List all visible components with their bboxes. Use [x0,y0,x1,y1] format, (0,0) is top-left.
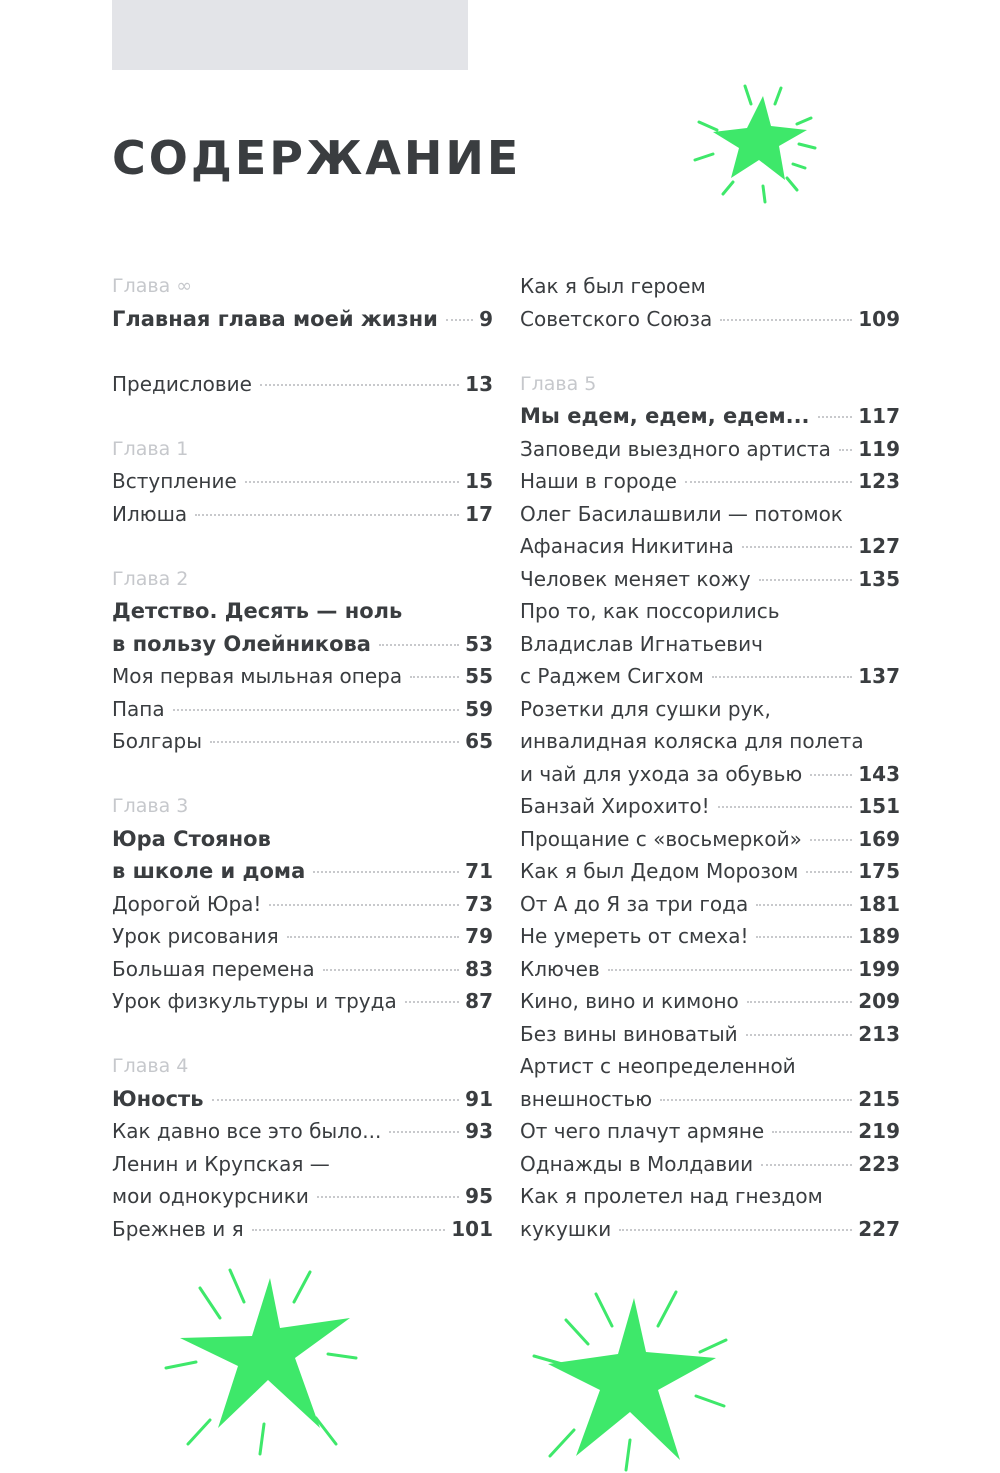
toc-entry-line [112,985,493,1018]
toc-entry[interactable] [520,465,900,498]
toc-entry-line [520,888,900,921]
toc-entry[interactable] [520,1018,900,1051]
dot-leader [747,1001,853,1003]
toc-entry-line [112,628,493,661]
toc-entry-line [520,758,900,791]
toc-entry-title: Советского Союза [520,306,713,331]
page-number: 135 [858,566,900,591]
dot-leader [245,481,459,483]
section-gap [112,335,493,368]
toc-entry-title: Без вины виноватый [520,1021,738,1046]
toc-entry-title: Юра Стоянов [112,826,271,851]
page-number: 227 [858,1216,900,1241]
dot-leader [712,676,852,678]
toc-entry[interactable] [112,888,493,921]
dot-leader [173,709,460,711]
chapter-label: Глава 2 [112,567,189,590]
dot-leader [772,1131,852,1133]
dot-leader [756,936,852,938]
section-gap [112,400,493,433]
toc-entry-title: Как давно все это было... [112,1119,382,1143]
page-number: 151 [858,794,900,818]
page-number: 55 [465,664,493,688]
page-number: 17 [465,501,493,526]
page-number: 189 [858,924,900,948]
star-burst-icon [160,1258,360,1458]
dot-leader [742,546,852,548]
section-gap [112,530,493,563]
toc-entry-title: От чего плачут армяне [520,1119,765,1143]
dot-leader [287,936,460,938]
toc-entry[interactable] [520,920,900,953]
toc-entry[interactable] [520,855,900,888]
toc-entry-line [112,498,493,531]
toc-entry[interactable] [520,693,900,791]
toc-entry[interactable] [112,1213,493,1246]
toc-entry-title: Юность [112,1086,204,1111]
section-gap [112,758,493,791]
toc-entry[interactable] [520,823,900,856]
toc-entry[interactable] [112,498,493,531]
toc-entry-line [520,1050,900,1083]
page-number: 91 [465,1086,493,1111]
toc-entry[interactable] [112,920,493,953]
dot-leader [195,514,459,516]
toc-entry[interactable] [520,790,900,823]
toc-entry-title: Как я был героем [520,274,706,298]
page-number: 209 [858,989,900,1013]
toc-entry-line [112,1115,493,1148]
toc-entry-line [520,855,900,888]
dot-leader [210,741,459,743]
toc-entry-title: Прощание с «восьмеркой» [520,826,802,851]
dot-leader [718,806,853,808]
toc-entry[interactable] [520,433,900,466]
dot-leader [410,676,459,678]
toc-entry-title: Мы едем, едем, едем... [520,404,810,428]
toc-entry-title: Афанасия Никитина [520,534,734,558]
toc-entry[interactable] [112,465,493,498]
toc-entry-line [112,1083,493,1116]
dot-leader [389,1131,459,1133]
toc-entry-line [520,953,900,986]
toc-entry-line [520,595,900,628]
page-number: 119 [858,436,900,461]
toc-entry-title: внешностью [520,1086,653,1111]
toc-entry-title: От А до Я за три года [520,891,749,916]
toc-entry-title: Ключев [520,956,600,981]
dot-leader [313,871,459,873]
toc-entry-line [520,660,900,693]
page-number: 223 [858,1151,900,1176]
dot-leader [756,904,852,906]
toc-entry[interactable] [520,1148,900,1181]
dot-leader [212,1099,460,1101]
dot-leader [405,1001,459,1003]
toc-entry-line [520,465,900,498]
dot-leader [806,871,852,873]
toc-entry-line [112,368,493,401]
dot-leader [685,481,852,483]
section-gap [112,1018,493,1051]
toc-entry-title: инвалидная коляска для полета [520,729,864,753]
page-number: 73 [465,891,493,916]
page-number: 169 [858,826,900,851]
toc-entry-line [520,823,900,856]
toc-entry-title: и чай для ухода за обувью [520,761,803,786]
toc-entry-title: Человек меняет кожу [520,566,751,591]
toc-entry-title: Наши в городе [520,469,677,493]
toc-entry-title: Ленин и Крупская — [112,1151,330,1176]
page-number: 181 [858,891,900,916]
toc-entry-title: кукушки [520,1216,612,1241]
star-burst-icon [685,78,825,208]
toc-entry-title: мои однокурсники [112,1184,309,1208]
toc-entry-line [520,563,900,596]
page-number: 9 [479,306,493,331]
page-number: 137 [858,664,900,688]
toc-entry-line [520,1115,900,1148]
toc-entry-line [520,303,900,336]
toc-entry-line [112,693,493,726]
toc-entry-title: Урок физкультуры и труда [112,989,397,1013]
dot-leader [720,319,852,321]
toc-entry-line [112,595,493,628]
toc-entry[interactable] [112,693,493,726]
dot-leader [260,384,459,386]
toc-entry-line [112,1213,493,1246]
page-number: 127 [858,534,900,558]
dot-leader [608,969,853,971]
page-number: 65 [465,729,493,753]
toc-entry-title: Розетки для сушки рук, [520,696,771,721]
toc-entry[interactable] [520,270,900,335]
toc-entry-title: Урок рисования [112,924,279,948]
dot-leader [323,969,460,971]
toc-entry-line [112,823,493,856]
toc-entry-title: Дорогой Юра! [112,891,262,916]
page-number: 15 [465,469,493,493]
page-number: 95 [465,1184,493,1208]
chapter-label: Глава ∞ [112,275,193,297]
toc-chapter-entry[interactable] [112,1083,493,1116]
toc-entry-line [520,725,900,758]
toc-entry-line [520,920,900,953]
dot-leader [839,449,852,451]
toc-entry-line [112,660,493,693]
chapter-label: Глава 3 [112,795,189,817]
toc-entry-title: Болгары [112,729,202,753]
page-number: 87 [465,989,493,1013]
toc-entry-title: Вступление [112,469,237,493]
toc-entry-line [112,465,493,498]
toc-entry-title: Детство. Десять — ноль [112,599,403,623]
toc-entry[interactable] [520,1115,900,1148]
toc-entry[interactable] [112,660,493,693]
toc-entry[interactable] [520,563,900,596]
toc-entry-line [112,953,493,986]
toc-entry-line [520,270,900,303]
toc-entry[interactable] [520,953,900,986]
toc-entry[interactable] [112,725,493,758]
toc-entry[interactable] [520,1180,900,1245]
toc-entry[interactable] [112,1115,493,1148]
toc-entry-title: в школе и дома [112,859,306,883]
chapter-label: Глава 4 [112,1055,189,1077]
header-bar [112,0,468,70]
toc-entry-line [112,1148,493,1181]
toc-entry-line [520,1083,900,1116]
toc-entry-line [112,920,493,953]
toc-entry-title: Предисловие [112,371,252,396]
page-number: 109 [858,306,900,331]
dot-leader [269,904,459,906]
toc-entry-line [520,1213,900,1246]
dot-leader [818,416,853,418]
toc-chapter-entry[interactable] [520,400,900,433]
page-number: 83 [465,956,493,981]
page-number: 53 [465,631,493,656]
page-number: 59 [465,696,493,721]
toc-entry-line [112,1180,493,1213]
toc-entry-line [520,985,900,1018]
toc-entry-title: Главная глава моей жизни [112,306,438,331]
page-number: 215 [858,1086,900,1111]
toc-entry-line [520,498,900,531]
page-number: 117 [858,404,900,428]
dot-leader [379,644,459,646]
toc-entry-title: Папа [112,696,165,721]
toc-entry[interactable] [520,888,900,921]
toc-entry-line [520,693,900,726]
page-number: 199 [858,956,900,981]
dot-leader [759,579,853,581]
page-number: 101 [451,1216,493,1241]
page-number: 123 [858,469,900,493]
toc-entry-line [520,1018,900,1051]
toc-entry-line [112,888,493,921]
toc-entry[interactable] [112,368,493,401]
toc-entry[interactable] [520,595,900,693]
dot-leader [317,1196,459,1198]
toc-entry-title: Моя первая мыльная опера [112,664,403,688]
page-number: 143 [858,761,900,786]
toc-entry-line [520,400,900,433]
toc-entry-line [520,628,900,661]
toc-entry-title: Брежнев и я [112,1216,244,1241]
dot-leader [446,319,473,321]
toc-entry-title: Про то, как поссорились [520,599,780,623]
chapter-label: Глава 5 [520,372,597,395]
toc-chapter-entry[interactable] [112,303,493,336]
toc-entry[interactable] [112,1148,493,1213]
page-title: СОДЕРЖАНИЕ [112,131,522,185]
toc-entry-title: Илюша [112,501,188,526]
toc-chapter-entry[interactable] [112,595,493,660]
toc-entry-title: с Раджем Сигхом [520,664,704,688]
toc-entry-title: Заповеди выездного артиста [520,436,831,461]
toc-entry-title: Большая перемена [112,956,315,981]
toc-entry-title: в пользу Олейникова [112,631,371,656]
dot-leader [810,839,852,841]
toc-entry-line [112,855,493,888]
page-number: 71 [465,859,493,883]
toc-entry-title: Как я пролетел над гнездом [520,1184,823,1208]
page-number: 13 [465,371,493,396]
toc-entry[interactable] [520,985,900,1018]
toc-entry-title: Артист с неопределенной [520,1054,796,1078]
dot-leader [761,1164,852,1166]
toc-entry-title: Олег Басилашвили — потомок [520,501,843,526]
toc-left-column [112,270,493,1245]
dot-leader [810,774,852,776]
page-number: 213 [858,1021,900,1046]
toc-entry-title: Владислав Игнатьевич [520,631,763,656]
chapter-label: Глава 1 [112,437,189,460]
toc-chapter-entry[interactable] [112,823,493,888]
toc-entry-line [112,725,493,758]
toc-entry-line [520,790,900,823]
section-gap [520,335,900,368]
toc-entry-line [520,1148,900,1181]
toc-entry[interactable] [520,1050,900,1115]
toc-entry-line [520,1180,900,1213]
toc-entry-line [520,433,900,466]
dot-leader [619,1229,852,1231]
dot-leader [252,1229,446,1231]
star-burst-icon [530,1280,730,1473]
dot-leader [660,1099,852,1101]
page-number: 175 [858,859,900,883]
toc-entry-title: Однажды в Молдавии [520,1151,754,1176]
toc-entry-title: Кино, вино и кимоно [520,989,739,1013]
toc-entry-title: Банзай Хирохито! [520,794,710,818]
page-number: 79 [465,924,493,948]
dot-leader [746,1034,853,1036]
toc-entry[interactable] [112,953,493,986]
toc-entry[interactable] [520,498,900,563]
toc-entry-title: Не умереть от смеха! [520,924,749,948]
toc-entry-line [112,303,493,336]
page-number: 219 [858,1119,900,1143]
toc-entry-title: Как я был Дедом Морозом [520,859,799,883]
toc-right-column [520,270,900,1245]
toc-entry[interactable] [112,985,493,1018]
toc-entry-line [520,530,900,563]
page-number: 93 [465,1119,493,1143]
